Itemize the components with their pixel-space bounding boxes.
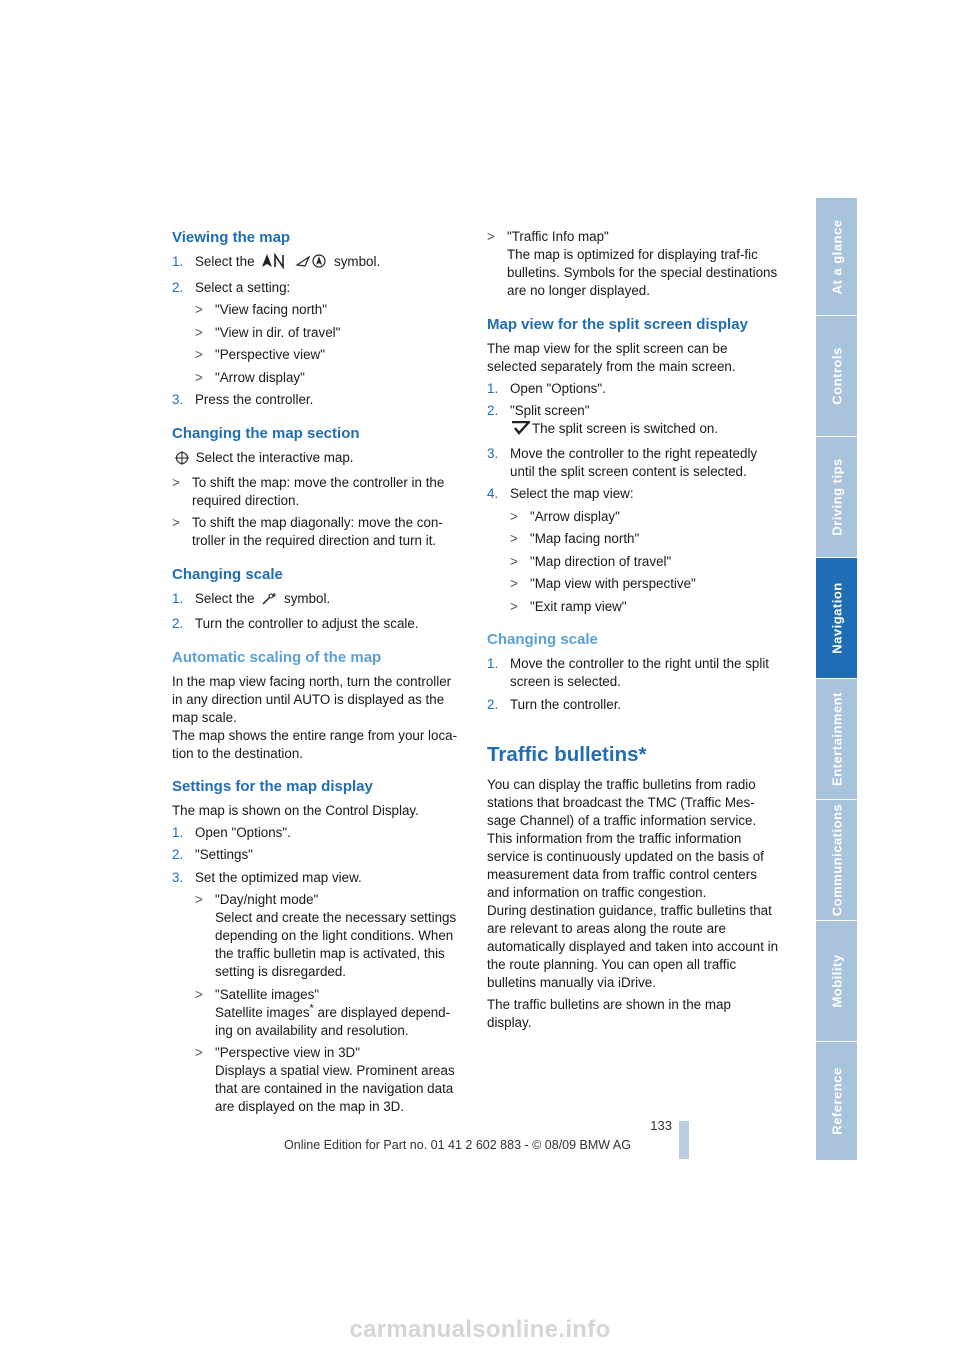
- list-item: > "Day/night mode" Select and create the necessary settings depending on the light conditions. When the traffic bulletin map is activated, this setting is disregarded.: [195, 892, 457, 979]
- list-item: > "Exit ramp view": [510, 598, 627, 614]
- crosshair-icon: [175, 451, 189, 470]
- list-item: 1. Move the controller to the right until the split screen is selected.: [487, 656, 770, 689]
- list-item: 1. Open "Options".: [172, 824, 291, 840]
- paragraph: In the map view facing north, turn the controller in any direction until AUTO is displayed as the map scale.: [172, 673, 452, 725]
- list-item: > "Satellite images" Satellite images* are displayed depend-ing on availability and resolution.: [195, 986, 451, 1038]
- list-item: > "Map direction of travel": [510, 553, 672, 569]
- heading-changing-scale: Changing scale: [172, 565, 283, 583]
- paragraph: You can display the traffic bulletins from radio stations that broadcast the TMC (Traffic Mes-sage Channel) of a traffic information service. This information from the traffic information service is continuously updated on the basis of measurement data from traffic control centers and information on traffic congestion.: [487, 777, 764, 900]
- list-item: 2. "Split screen" The split screen is switched on.: [487, 402, 779, 440]
- list-item: > To shift the map: move the controller in the required direction.: [172, 474, 445, 508]
- zoom-scale-icon: [261, 592, 277, 611]
- heading-changing-scale-split: Changing scale: [487, 631, 598, 648]
- heading-split-screen: Map view for the split screen display: [487, 315, 748, 333]
- paragraph: The map view for the split screen can be selected separately from the main screen.: [487, 340, 736, 374]
- tab-at-a-glance[interactable]: At a glance: [816, 198, 857, 316]
- tab-entertainment[interactable]: Entertainment: [816, 679, 857, 800]
- heading-viewing-map: Viewing the map: [172, 229, 291, 246]
- page-number: 133: [650, 1118, 672, 1133]
- tab-reference[interactable]: Reference: [816, 1042, 857, 1161]
- list-item: > "View facing north": [195, 302, 327, 317]
- list-item: 1. Select the symbol.: [172, 253, 464, 274]
- list-item: > "Arrow display": [510, 508, 620, 524]
- tab-mobility[interactable]: Mobility: [816, 921, 857, 1042]
- right-column: [487, 228, 779, 1036]
- watermark: carmanualsonline.info: [349, 1316, 611, 1343]
- list-item: 2. "Settings": [172, 847, 253, 862]
- paragraph: During destination guidance, traffic bulletins that are relevant to areas along the route are automatically displayed and taken into account in the route planning. You can open all traffic bulletins manually via iDrive.: [487, 903, 779, 990]
- map-orientation-icons: [261, 253, 327, 274]
- footer-edition: Online Edition for Part no. 01 41 2 602 883 - © 08/09 BMW AG: [284, 1138, 631, 1152]
- list-item: > "View in dir. of travel": [195, 324, 341, 340]
- heading-settings-map-display: Settings for the map display: [172, 777, 373, 795]
- checkmark-icon: [510, 421, 532, 440]
- list-item: 1. Open "Options".: [487, 380, 606, 396]
- heading-traffic-bulletins: Traffic bulletins*: [487, 743, 647, 766]
- list-item: 3. Set the optimized map view.: [172, 869, 362, 885]
- list-item: 2. Turn the controller to adjust the scale.: [172, 616, 419, 631]
- list-item: > "Map facing north": [510, 531, 640, 546]
- list-item: > "Perspective view in 3D" Displays a spatial view. Prominent areas that are contained in the navigation data are displayed on the map in 3D.: [195, 1045, 455, 1114]
- list-item: 3. Press the controller.: [172, 392, 314, 407]
- list-item: > "Perspective view": [195, 347, 325, 362]
- chapter-tabs: [816, 198, 857, 1160]
- left-column: [172, 228, 464, 1121]
- optional-star: *: [309, 1002, 314, 1015]
- paragraph: The traffic bulletins are shown in the map display.: [487, 997, 731, 1030]
- section-intro: Select the interactive map.: [172, 449, 464, 470]
- list-item: 2. Turn the controller.: [487, 696, 622, 712]
- list-item: 3. Move the controller to the right repeatedly until the split screen content is selected.: [487, 445, 758, 479]
- tab-communications[interactable]: Communications: [816, 800, 857, 921]
- paragraph: The map is shown on the Control Display.: [172, 802, 419, 818]
- list-item: > "Traffic Info map" The map is optimized for displaying traf-fic bulletins. Symbols for the special destinations are no longer displayed.: [487, 229, 778, 298]
- list-item: 4. Select the map view:: [487, 486, 634, 501]
- tab-controls[interactable]: Controls: [816, 316, 857, 437]
- tab-navigation[interactable]: Navigation: [816, 558, 857, 679]
- list-item: > To shift the map diagonally: move the con-troller in the required direction and turn it.: [172, 515, 443, 548]
- heading-automatic-scaling: Automatic scaling of the map: [172, 648, 382, 666]
- heading-changing-map-section: Changing the map section: [172, 424, 360, 442]
- paragraph: The map shows the entire range from your loca-tion to the destination.: [172, 727, 458, 761]
- list-item: > "Arrow display": [195, 369, 305, 385]
- list-item: > "Map view with perspective": [510, 576, 696, 591]
- list-item: 2. Select a setting:: [172, 279, 291, 295]
- tab-driving-tips[interactable]: Driving tips: [816, 437, 857, 558]
- list-item: 1. Select the symbol.: [172, 590, 464, 611]
